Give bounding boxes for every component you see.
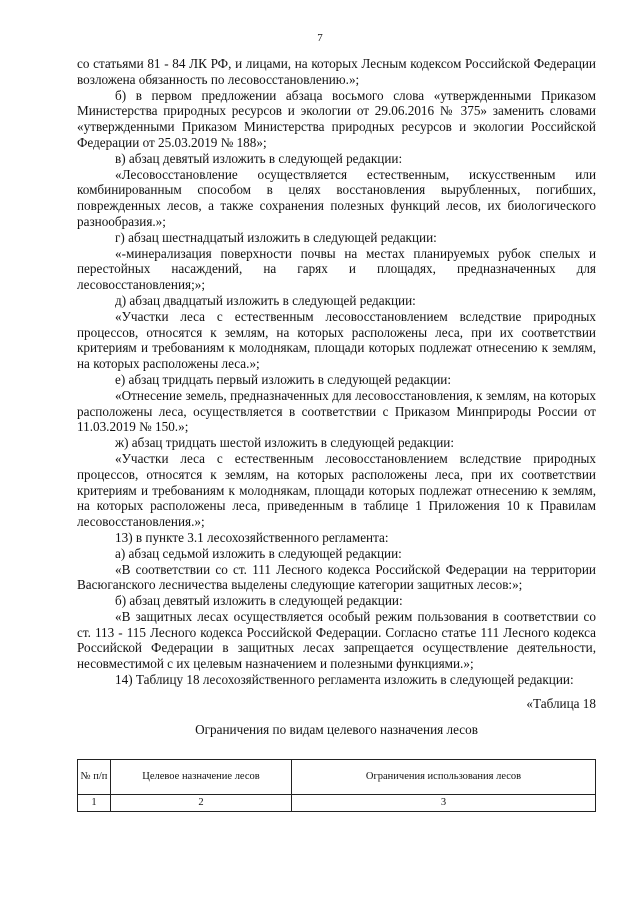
table-header-row (78, 760, 596, 795)
paragraph-quote-mineralization: «-минерализация поверхности почвы на местах планируемых рубок спелых и перестойных насаждений, на гарях и площадях, предназначенных для лесовосстановления;»; (77, 245, 596, 293)
paragraph-quote-reforestation: «Лесовосстановление осуществляется естественным, искусственным или комбинированным способом в целях восстановления вырубленных, погибших, поврежденных лесов, а также сохранения полезных функций лесов, их биологического разнообразия.»; (77, 166, 596, 229)
paragraph-quote-natural-regrowth: «Участки леса с естественным лесовосстановлением вследствие природных процессов, относятся к землям, на которых расположены леса, при их соответствии критериям и требованиям к молоднякам, площади которых подлежат отнесению к землям, на которых расположены леса.»; (77, 308, 596, 372)
paragraph-item-13: 13) в пункте 3.1 лесохозяйственного регламента: (115, 529, 389, 545)
paragraph-item-13a: а) абзац седьмой изложить в следующей редакции: (115, 545, 402, 561)
paragraph-item-e: е) абзац тридцать первый изложить в следующей редакции: (115, 371, 451, 387)
paragraph-item-zh: ж) абзац тридцать шестой изложить в следующей редакции: (115, 435, 455, 451)
table-label: «Таблица 18 (526, 695, 596, 711)
table-caption: Ограничения по видам целевого назначения лесов (195, 721, 478, 737)
paragraph-item-g: г) абзац шестнадцатый изложить в следующей редакции: (115, 229, 437, 245)
paragraph-quote-natural-regrowth-table: «Участки леса с естественным лесовосстановлением вследствие природных процессов, относятся к землям, на которых расположены леса, при их соответствии критериям и требованиям к молоднякам, площади которых подлежат отнесению к землям, на которых расположены леса, приведенным в таблице 1 Приложения 10 к Правилам лесовосстановления.»; (77, 450, 596, 530)
table-row (78, 795, 596, 812)
table-cell: 1 (78, 795, 111, 812)
header-restrictions: Ограничения использования лесов (292, 760, 596, 795)
paragraph-quote-special-regime: «В защитных лесах осуществляется особый режим пользования в соответствии со ст. 113 - 115 Лесного кодекса Российской Федерации. Согласно статье 111 Лесного кодекса Российской Федерации в защитных лесах запрещается осуществление деятельности, несовместимой с их целевым назначением и полезными функциями.»; (77, 608, 596, 672)
paragraph-item-d: д) абзац двадцатый изложить в следующей редакции: (115, 292, 416, 308)
header-number: № п/п (78, 760, 111, 795)
paragraph-item-v: в) абзац девятый изложить в следующей редакции: (115, 150, 403, 166)
paragraph-quote-land-assignment: «Отнесение земель, предназначенных для лесовосстановления, к землям, на которых расположены леса, осуществляется в соответствии с Приказом Минприроды России от 11.03.2019 № 150.»; (77, 387, 596, 435)
paragraph-item-13b: б) абзац девятый изложить в следующей редакции: (115, 593, 403, 609)
table-cell: 3 (292, 795, 596, 812)
document-body (77, 56, 596, 812)
paragraph-item-b: б) в первом предложении абзаца восьмого слова «утвержденными Приказом Министерства природных ресурсов и экологии от 29.06.2016 № 375» заменить словами «утвержденными Приказом Министерства природных ресурсов и экологии Российской Федерации от 25.03.2019 № 188»; (77, 87, 596, 150)
paragraph-item-14: 14) Таблицу 18 лесохозяйственного регламента изложить в следующей редакции: (115, 672, 574, 688)
header-purpose: Целевое назначение лесов (111, 760, 292, 795)
page-number: 7 (317, 32, 323, 44)
paragraph-quote-protective-categories: «В соответствии со ст. 111 Лесного кодекса Российской Федерации на территории Васюганского лесничества выделены следующие категории защитных лесов:»; (77, 561, 596, 593)
paragraph-continuation: со статьями 81 - 84 ЛК РФ, и лицами, на которых Лесным кодексом Российской Федерации возложена обязанность по лесовосстановлению.»; (77, 56, 596, 87)
restrictions-table (77, 759, 596, 812)
table-cell: 2 (111, 795, 292, 812)
